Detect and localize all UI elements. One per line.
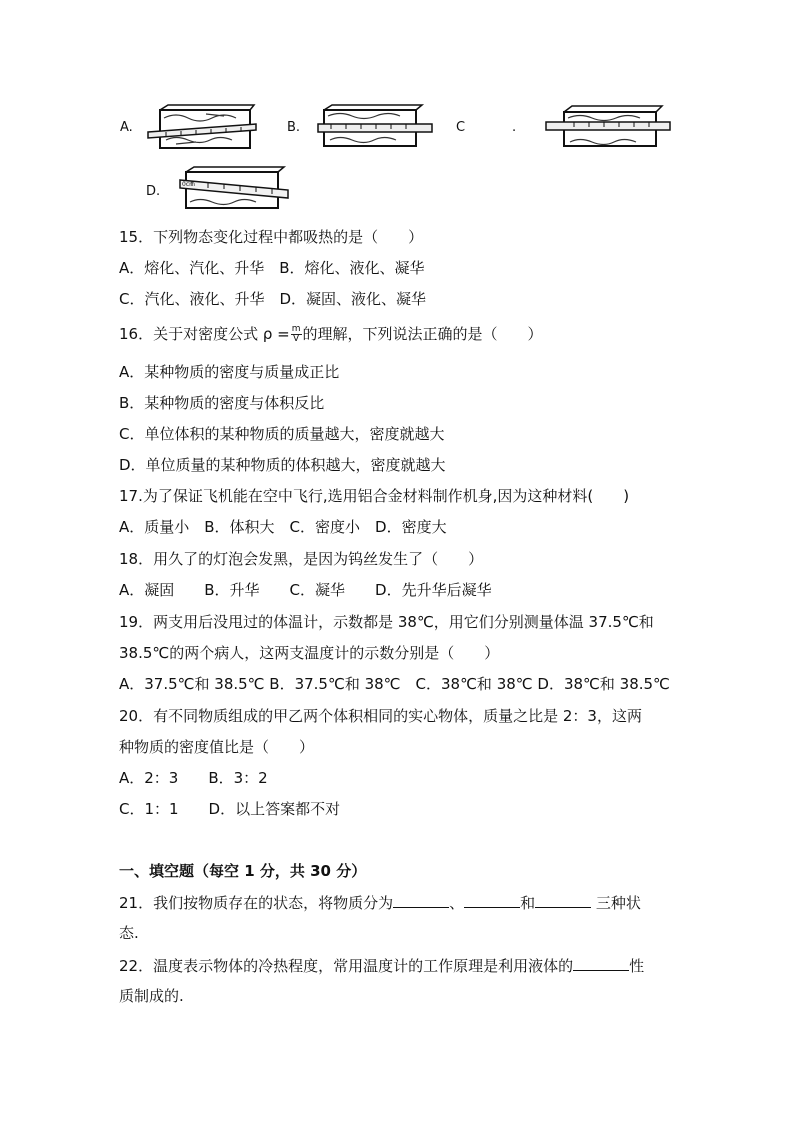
q18-stem: 18．用久了的灯泡会发黑，是因为钨丝发生了（ ） [119,550,484,568]
q22-line-1 [119,955,644,976]
ruler-zero-label: 0cm [182,181,195,188]
q22-part2: 性 [629,957,645,975]
option-c-dot: . [512,120,517,135]
q22-line-2: 质制成的. [119,987,184,1005]
fill-blank-3[interactable] [535,892,591,908]
fill-blank-4[interactable] [573,955,629,971]
ruler-figure-b [316,104,434,150]
q22-part1: 22．温度表示物体的冷热程度，常用温度计的工作原理是利用液体的 [119,957,574,975]
q17-options: A．质量小 B．体积大 C．密度小 D．密度大 [119,518,447,536]
q19-options: A．37.5℃和 38.5℃ B．37.5℃和 38℃ C．38℃和 38℃ D．38℃和 38.5℃ [119,675,670,693]
q20-stem-2: 种物质的密度值比是（ ） [119,738,315,756]
q15-options-2: C．汽化、液化、升华 D．凝固、液化、凝华 [119,290,427,308]
option-a-label: A. [120,120,133,135]
q21-sep1: 、 [449,894,465,912]
density-formula-fraction [291,325,302,344]
q15-stem: 15．下列物态变化过程中都吸热的是（ ） [119,228,424,246]
q21-line-1 [119,892,641,913]
q18-options: A．凝固 B．升华 C．凝华 D．先升华后凝华 [119,581,492,599]
ruler-figure-a [146,104,258,152]
ruler-figure-c [544,104,672,150]
fraction-denominator: V [293,334,300,344]
option-d-label: D. [146,184,161,199]
fraction-numerator: m [291,324,301,334]
option-b-label: B. [287,120,301,135]
q20-options-2: C．1：1 D．以上答案都不对 [119,800,341,818]
q16-option-b: B．某种物质的密度与体积反比 [119,394,325,412]
q16-option-a: A．某种物质的密度与质量成正比 [119,363,340,381]
q16-stem-after: 的理解，下列说法正确的是（ ） [302,325,543,343]
option-c-label: C [456,120,466,135]
section-title: 一、填空题（每空 1 分，共 30 分） [119,862,367,880]
ruler-figure-d [176,166,294,212]
fill-blank-2[interactable] [464,892,520,908]
q21-sep2: 和 [520,894,536,912]
fill-blank-1[interactable] [393,892,449,908]
q19-stem-2: 38.5℃的两个病人，这两支温度计的示数分别是（ ） [119,644,500,662]
q21-line-2: 态. [119,924,139,942]
q21-part2: 三种状 [591,894,641,912]
q16-option-c: C．单位体积的某种物质的质量越大，密度就越大 [119,425,445,443]
q21-part1: 21．我们按物质存在的状态，将物质分为 [119,894,394,912]
q20-options-1: A．2：3 B．3：2 [119,769,268,787]
q16-stem [119,324,543,344]
q16-stem-before: 16．关于对密度公式 ρ = [119,325,290,343]
q20-stem-1: 20．有不同物质组成的甲乙两个体积相同的实心物体，质量之比是 2：3，这两 [119,707,642,725]
q16-option-d: D．单位质量的某种物质的体积越大，密度就越大 [119,456,446,474]
q17-stem: 17.为了保证飞机能在空中飞行,选用铝合金材料制作机身,因为这种材料( ) [119,487,630,505]
q15-options-1: A．熔化、汽化、升华 B．熔化、液化、凝华 [119,259,425,277]
q19-stem-1: 19．两支用后没甩过的体温计，示数都是 38℃，用它们分别测量体温 37.5℃和 [119,613,654,631]
